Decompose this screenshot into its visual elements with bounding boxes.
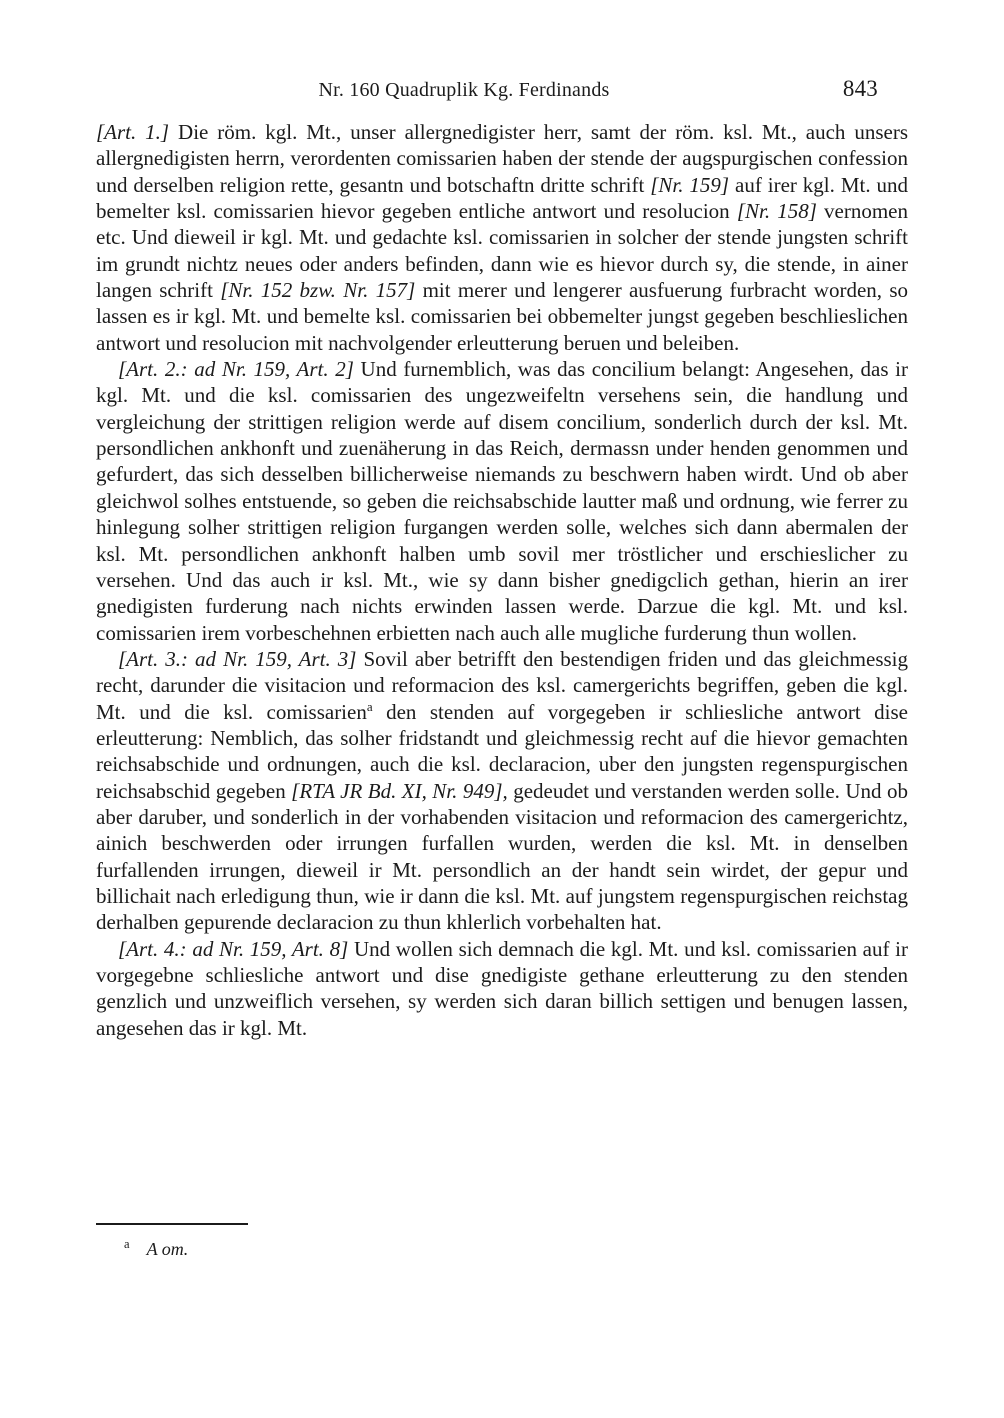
editorial-note: [Art. 3.: ad Nr. 159, Art. 3]: [118, 646, 357, 671]
footnote-rule: [96, 1223, 248, 1225]
footnote-marker: a: [124, 1237, 130, 1251]
footnote-block: [96, 1223, 908, 1260]
paragraph: [Art. 4.: ad Nr. 159, Art. 8] Und wollen sich demnach die kgl. Mt. und ksl. comissarien auf ir vorgegebne schliesliche antwort und dise gnedigiste gethane erleutterung zu den stenden genzlich und unzweiflich versehen, sy werden sich daran billich settigen und benugen lassen, angesehen das ir kgl. Mt.: [96, 936, 908, 1040]
editorial-note: [Art. 2.: ad Nr. 159, Art. 2]: [118, 357, 354, 382]
editorial-note: [Art. 4.: ad Nr. 159, Art. 8]: [118, 936, 349, 961]
editorial-note: [Nr. 158]: [736, 199, 817, 224]
running-head-title: Nr. 160 Quadruplik Kg. Ferdinands: [318, 79, 610, 101]
paragraph: [Art. 3.: ad Nr. 159, Art. 3] Sovil aber betrifft den bestendigen friden und das gleichmessig recht, darunder die visitacion und reformacion des ksl. camergerichts begriffen, geben die kgl. Mt. und die ksl. comissarien$^a$ den stenden auf vorgegeben ir schliesliche antwort dise erleutterung: Nemblich, das solher fridstandt und gleichmessig recht auf die hievor gemachten reichsabschide und ordnungen, auch die ksl. declaracion, uber den jungsten regenspurgischen reichsabschid gegeben [RTA JR Bd. XI, Nr. 949], gedeudet und verstanden werden solle. Und ob aber daruber, und sonderlich in der vorhabenden visitacion und reformacion des camergerichtz, ainich beschwerden oder irrungen furfallen wurden, werden die ksl. Mt. in denselben furfallenden irrungen, dieweil ir Mt. persondlich an der handt sein wirdet, der gepur und billichait nach erledigung thun, wie ir dann die ksl. Mt. auf jungstem regenspurgischen reichstag derhalben gepurende declaracion zu thun khlerlich vorbehalten hat.: [96, 646, 909, 935]
paragraph: [Art. 1.] Die röm. kgl. Mt., unser allergnedigister herr, samt der röm. ksl. Mt., auch unsers allergnedigisten herrn, verordenten comissarien haben der stende der augspurgischen confession und derselben religion rette, gesantn und botschaftn dritte schrift [Nr. 159] auf irer kgl. Mt. und bemelter ksl. comissarien hievor gegeben entliche antwort und resolucion [Nr. 158] vernomen etc. Und dieweil ir kgl. Mt. und gedachte ksl. comissarien in solcher der stende jungsten schrift im grundt nichtz neues oder anders befinden, dann wie es hievor durch sy, die stende, in ainer langen schrift [Nr. 152 bzw. Nr. 157] mit merer und lengerer ausfuerung furbracht worden, so lassen es ir kgl. Mt. und bemelte ksl. comissarien bei obbemelter jungst gegeben beschlieslichen antwort und resolucion mit nachvolgender erleutterung beruen und beleiben.: [96, 120, 909, 355]
editorial-note: [Art. 1.]: [96, 120, 170, 144]
page-number: 843: [842, 76, 878, 101]
running-head: [96, 76, 908, 102]
footnote-text: A om.: [146, 1239, 189, 1259]
footnote-reference-marker: a: [366, 698, 373, 714]
editorial-note: [Nr. 152 bzw. Nr. 157]: [220, 278, 416, 303]
body-text: [96, 119, 908, 1041]
editorial-note: [RTA JR Bd. XI, Nr. 949],: [291, 778, 508, 803]
paragraph: [Art. 2.: ad Nr. 159, Art. 2] Und furnemblich, was das concilium belangt: Angesehen, das ir kgl. Mt. und die ksl. comissarien des ungezweifeltn versehens sein, die handlung und vergleichung der strittigen religion werde auf disem concilium, sonderlich durch der ksl. Mt. persondlichen ankhonft und zuenäherung in das Reich, dermassn under henden genommen und gefurdert, das sich desselben billicherweise niemands zu beschwern haben wirdt. Und ob aber gleichwol solhes entstuende, so geben die reichsabschide lautter maß und ordnung, wie ferrer zu hinlegung solher strittigen religion furgangen werden solle, welches sich dann abermalen der ksl. Mt. persondlichen ankhonft halben umb sovil mer tröstlicher und erschieslicher zu versehen. Und das auch ir ksl. Mt., wie sy dann bisher gnedigclich gethan, hierin an irer gnedigisten furderung nach nichts erwinden lassen werde. Darzue die kgl. Mt. und ksl. comissarien irem vorbeschehnen erbietten nach auch alle mugliche furderung thun wollen.: [96, 357, 908, 645]
editorial-note: [Nr. 159]: [650, 172, 730, 197]
footnote: [96, 1238, 908, 1260]
